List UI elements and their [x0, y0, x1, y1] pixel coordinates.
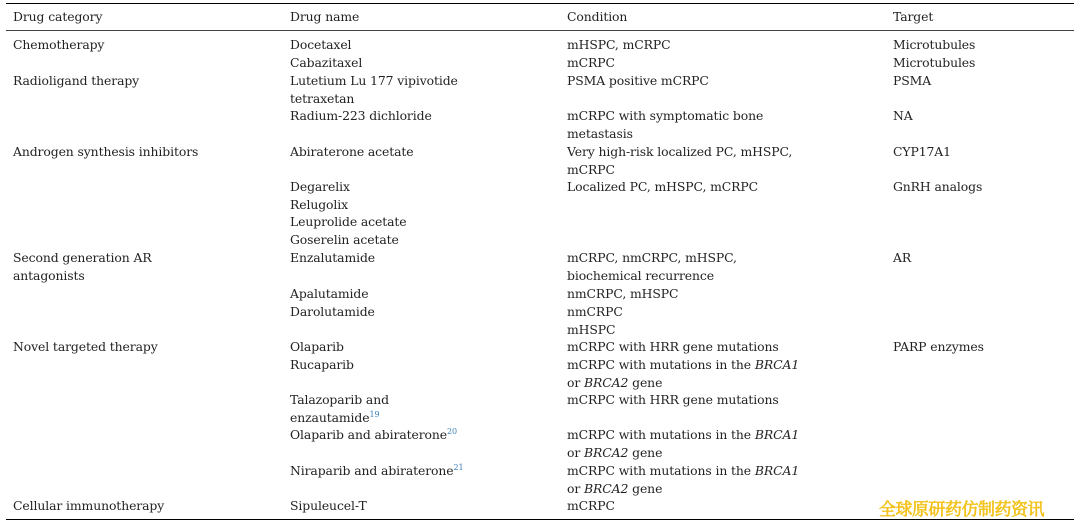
- cell-drug: Olaparib: [290, 339, 344, 354]
- cell-condition: mCRPC with mutations in the BRCA1 or BRCA2 gene: [567, 463, 800, 496]
- cell-category: Chemotherapy: [13, 37, 105, 52]
- cell-drug: Docetaxel: [290, 37, 352, 52]
- cell-target: Microtubules: [893, 55, 976, 70]
- cell-target: Microtubules: [893, 37, 976, 52]
- cell-condition: PSMA positive mCRPC: [567, 73, 709, 88]
- cell-target: GnRH analogs: [893, 179, 983, 194]
- cell-condition: Localized PC, mHSPC, mCRPC: [567, 179, 758, 194]
- gene-name: BRCA1: [754, 427, 800, 442]
- cell-drug: Abiraterone acetate: [290, 144, 414, 159]
- reference-link[interactable]: 20: [447, 427, 458, 436]
- cell-condition: nmCRPC mHSPC: [567, 304, 623, 337]
- cell-condition: mCRPC with HRR gene mutations: [567, 392, 779, 407]
- cell-condition: mCRPC with symptomatic bone metastasis: [567, 108, 764, 141]
- cell-condition: mHSPC, mCRPC: [567, 37, 671, 52]
- gene-name: BRCA2: [584, 480, 629, 496]
- cell-drug: Lutetium Lu 177 vipivotide tetraxetan: [290, 73, 458, 106]
- header-drug-name: Drug name: [290, 9, 360, 24]
- cell-category: Androgen synthesis inhibitors: [13, 144, 199, 159]
- cell-condition: mCRPC with HRR gene mutations: [567, 339, 779, 354]
- reference-link[interactable]: 19: [369, 409, 380, 419]
- cell-drug: Darolutamide: [290, 304, 375, 319]
- cell-condition: mCRPC: [567, 55, 615, 70]
- cell-drug: Talazoparib and enzautamide$^{19}$: [290, 392, 389, 425]
- cell-target: PSMA: [893, 73, 932, 88]
- cell-drug: Sipuleucel-T: [290, 498, 367, 513]
- table-header-rule: [6, 30, 1074, 31]
- cell-drug: Apalutamide: [290, 286, 369, 301]
- header-condition: Condition: [567, 9, 628, 24]
- header-drug-category: Drug category: [13, 9, 103, 24]
- gene-name: BRCA1: [754, 357, 800, 372]
- header-target: Target: [893, 9, 934, 24]
- reference-link[interactable]: 21: [453, 463, 464, 472]
- cell-drug: Rucaparib: [290, 357, 354, 372]
- gene-name: BRCA2: [584, 444, 629, 460]
- cell-target: CYP17A1: [893, 144, 951, 159]
- watermark-text: 全球原研药仿制药资讯: [879, 500, 1044, 520]
- gene-name: BRCA2: [584, 374, 629, 390]
- cell-condition: mCRPC with mutations in the BRCA1 or BRCA2 gene: [567, 357, 800, 390]
- cell-drug: Degarelix Relugolix Leuprolide acetate Goserelin acetate: [290, 179, 407, 247]
- cell-category: Second generation AR antagonists: [13, 250, 152, 283]
- cell-drug: Radium-223 dichloride: [290, 108, 432, 123]
- cell-drug: Enzalutamide: [290, 250, 376, 265]
- cell-drug: Cabazitaxel: [290, 55, 363, 70]
- cell-target: NA: [893, 108, 913, 123]
- gene-name: BRCA1: [754, 463, 800, 478]
- cell-condition: nmCRPC, mHSPC: [567, 286, 679, 301]
- cell-condition: Very high-risk localized PC, mHSPC, mCRPC: [567, 144, 793, 177]
- cell-target: PARP enzymes: [893, 339, 984, 354]
- cell-category: Radioligand therapy: [13, 73, 140, 88]
- cell-target: AR: [893, 250, 912, 265]
- table-top-rule: [6, 3, 1074, 4]
- cell-category: Cellular immunotherapy: [13, 498, 165, 513]
- cell-condition: mCRPC, nmCRPC, mHSPC, biochemical recurrence: [567, 250, 737, 283]
- cell-category: Novel targeted therapy: [13, 339, 158, 354]
- cell-drug: Niraparib and abiraterone$^{21}$: [290, 463, 464, 478]
- cell-condition: mCRPC: [567, 498, 615, 513]
- cell-condition: mCRPC with mutations in the BRCA1 or BRCA2 gene: [567, 427, 800, 460]
- cell-drug: Olaparib and abiraterone$^{20}$: [290, 427, 458, 442]
